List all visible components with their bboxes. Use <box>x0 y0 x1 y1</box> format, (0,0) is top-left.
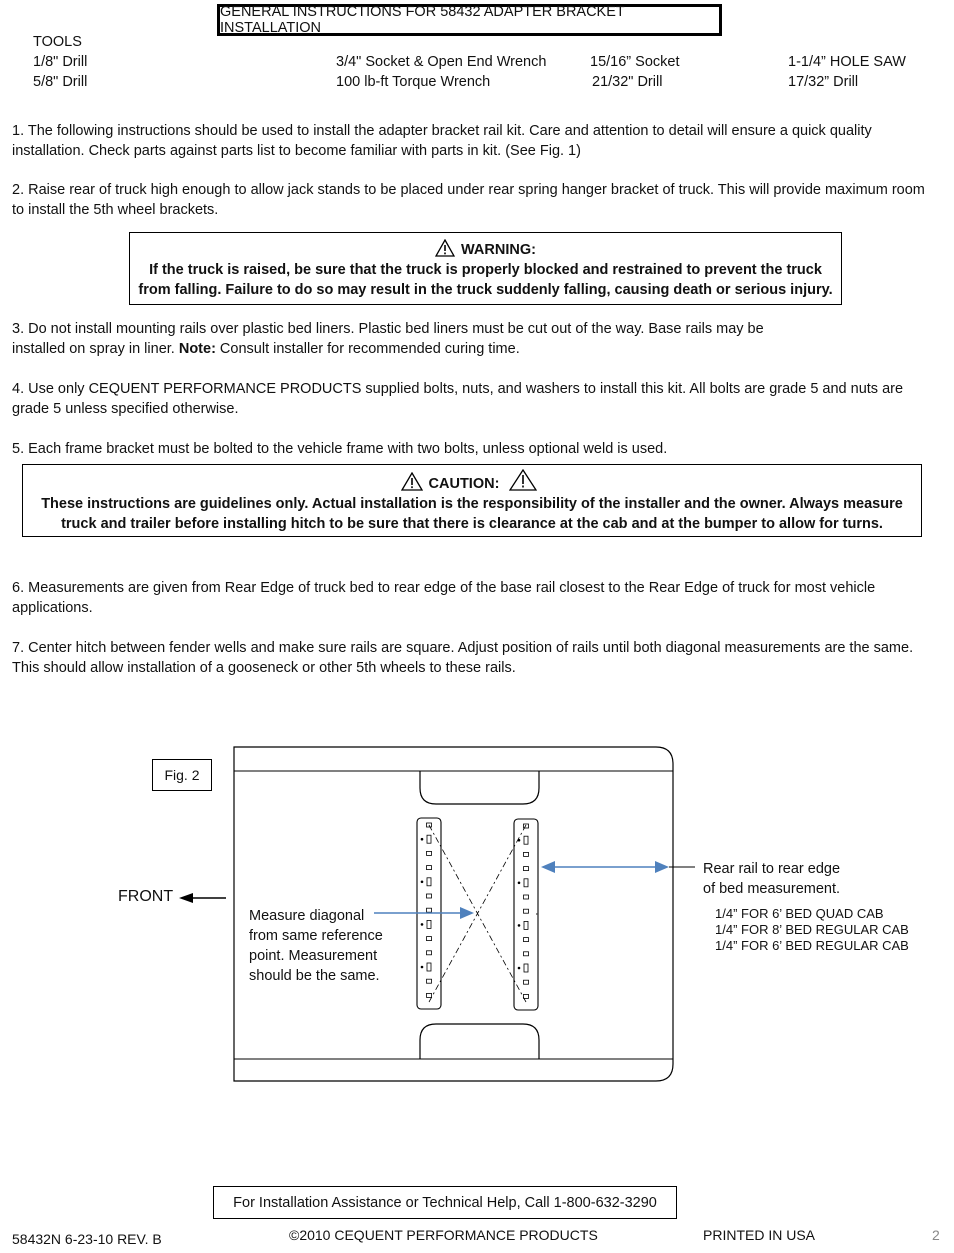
rail-hole-dot <box>421 966 423 968</box>
front-arrow-head <box>179 893 193 903</box>
measurement-item: 1/4” FOR 6’ BED QUAD CAB <box>715 906 884 921</box>
rail-hole <box>524 964 528 972</box>
caution-line: These instructions are guidelines only. Actual installation is the responsibility of the installer and the owner. Always measure <box>41 496 903 512</box>
warning-heading: WARNING: <box>461 242 536 258</box>
rail-hole <box>427 920 431 928</box>
tool-item: 21/32" Drill <box>592 74 663 90</box>
warning-triangle-icon <box>435 239 455 257</box>
step-1: 1. The following instructions should be used to install the adapter bracket rail kit. Care and attention to detail will ensure a quick quality installation. Check parts against parts list to become familiar with parts in kit. (See Fig. 1) <box>12 123 872 159</box>
caution-triangle-icon <box>401 472 423 491</box>
caution-box <box>22 464 922 537</box>
document-title: GENERAL INSTRUCTIONS FOR 58432 ADAPTER BRACKET INSTALLATION <box>217 4 722 36</box>
tool-item: 3/4" Socket & Open End Wrench <box>336 54 547 70</box>
caution-heading: CAUTION: <box>428 476 500 492</box>
rail-hole <box>524 836 528 844</box>
warning-box <box>129 232 842 305</box>
front-label: FRONT <box>118 888 174 905</box>
rail-hole-dot <box>518 925 520 927</box>
rail-hole <box>524 909 529 913</box>
rear-measure-note: Rear rail to rear edge of bed measurement. <box>703 861 841 897</box>
rail-hole <box>524 852 529 856</box>
tool-item: 1/8" Drill <box>33 54 88 70</box>
rail-hole <box>427 835 431 843</box>
rail-hole-dot <box>518 967 520 969</box>
part-number: 58432N 6-23-10 REV. B <box>12 1231 162 1247</box>
step-2: 2. Raise rear of truck high enough to allow jack stands to be placed under rear spring hanger bracket of truck. This will provide maximum room to install the 5th wheel brackets. <box>12 182 925 218</box>
tool-item: 15/16” Socket <box>590 54 680 70</box>
rail-hole <box>427 878 431 886</box>
page-number: 2 <box>932 1227 940 1243</box>
rail-hole-dot <box>421 881 423 883</box>
rail-hole <box>524 980 529 984</box>
measurement-item: 1/4” FOR 6’ BED REGULAR CAB <box>715 938 909 953</box>
rail-hole <box>524 938 529 942</box>
rail-hole <box>524 952 529 956</box>
step-5: 5. Each frame bracket must be bolted to the vehicle frame with two bolts, unless optional weld is used. <box>12 441 668 457</box>
diagonal-note: Measure diagonal from same reference point. Measurement should be the same. <box>249 908 383 984</box>
rail-hole <box>427 866 432 870</box>
rail-hole-dot <box>421 924 423 926</box>
step-6: 6. Measurements are given from Rear Edge of truck bed to rear edge of the base rail closest to the Rear Edge of truck for most vehicle applications. <box>12 580 876 616</box>
tool-item: 100 lb-ft Torque Wrench <box>336 74 491 90</box>
rear-measure-head-left <box>541 861 555 873</box>
rail-hole <box>524 879 528 887</box>
tools-heading: TOOLS <box>33 34 82 50</box>
printed-in: PRINTED IN USA <box>703 1227 816 1243</box>
figure-label: Fig. 2 <box>152 759 212 791</box>
tool-item: 17/32” Drill <box>788 74 859 90</box>
caution-line: truck and trailer before installing hitch to be sure that there is clearance at the cab and at the bumper to allow for turns. <box>61 516 883 532</box>
diagonal-pointer-head <box>460 907 474 919</box>
measurement-item: 1/4” FOR 8’ BED REGULAR CAB <box>715 922 909 937</box>
wheel-well-top <box>420 771 539 804</box>
rail-hole <box>427 963 431 971</box>
caution-triangle-icon <box>509 469 537 491</box>
step-3: 3. Do not install mounting rails over plastic bed liners. Plastic bed liners must be cut out of the way. Base rails may be installed on spray in liner. Note: Consult installer for recommended curing time. <box>12 321 764 357</box>
rail-hole <box>427 951 432 955</box>
rail-hole-dot <box>421 838 423 840</box>
rail-hole <box>524 994 529 998</box>
rail-hole <box>427 993 432 997</box>
wheel-well-bottom <box>420 1024 539 1059</box>
rail-hole <box>524 921 528 929</box>
rail-hole <box>524 895 529 899</box>
rail-hole <box>427 937 432 941</box>
rail-hole <box>427 851 432 855</box>
warning-line: from falling. Failure to do so may result in the truck suddenly falling, causing death or serious injury. <box>138 282 833 298</box>
help-line-box: For Installation Assistance or Technical Help, Call 1-800-632-3290 <box>213 1186 677 1219</box>
rail-hole <box>427 908 432 912</box>
rail-hole <box>524 867 529 871</box>
rail-hole <box>427 979 432 983</box>
tool-item: 5/8" Drill <box>33 74 88 90</box>
warning-line: If the truck is raised, be sure that the truck is properly blocked and restrained to prevent the truck <box>149 262 822 278</box>
step-4: 4. Use only CEQUENT PERFORMANCE PRODUCTS supplied bolts, nuts, and washers to install this kit. All bolts are grade 5 and nuts are grade 5 unless specified otherwise. <box>12 381 904 417</box>
measurement-list <box>715 906 909 954</box>
step-7: 7. Center hitch between fender wells and make sure rails are square. Adjust position of rails until both diagonal measurements are the same. This should allow installation of a gooseneck or other 5th wheels to these rails. <box>12 640 914 676</box>
copyright: ©2010 CEQUENT PERFORMANCE PRODUCTS <box>289 1227 598 1243</box>
rail-hole-dot <box>518 882 520 884</box>
rear-rail <box>514 819 538 1010</box>
rail-hole <box>427 894 432 898</box>
note-label: Note: <box>178 340 216 357</box>
tool-item: 1-1/4” HOLE SAW <box>788 54 906 70</box>
rear-measure-head-right <box>655 861 669 873</box>
